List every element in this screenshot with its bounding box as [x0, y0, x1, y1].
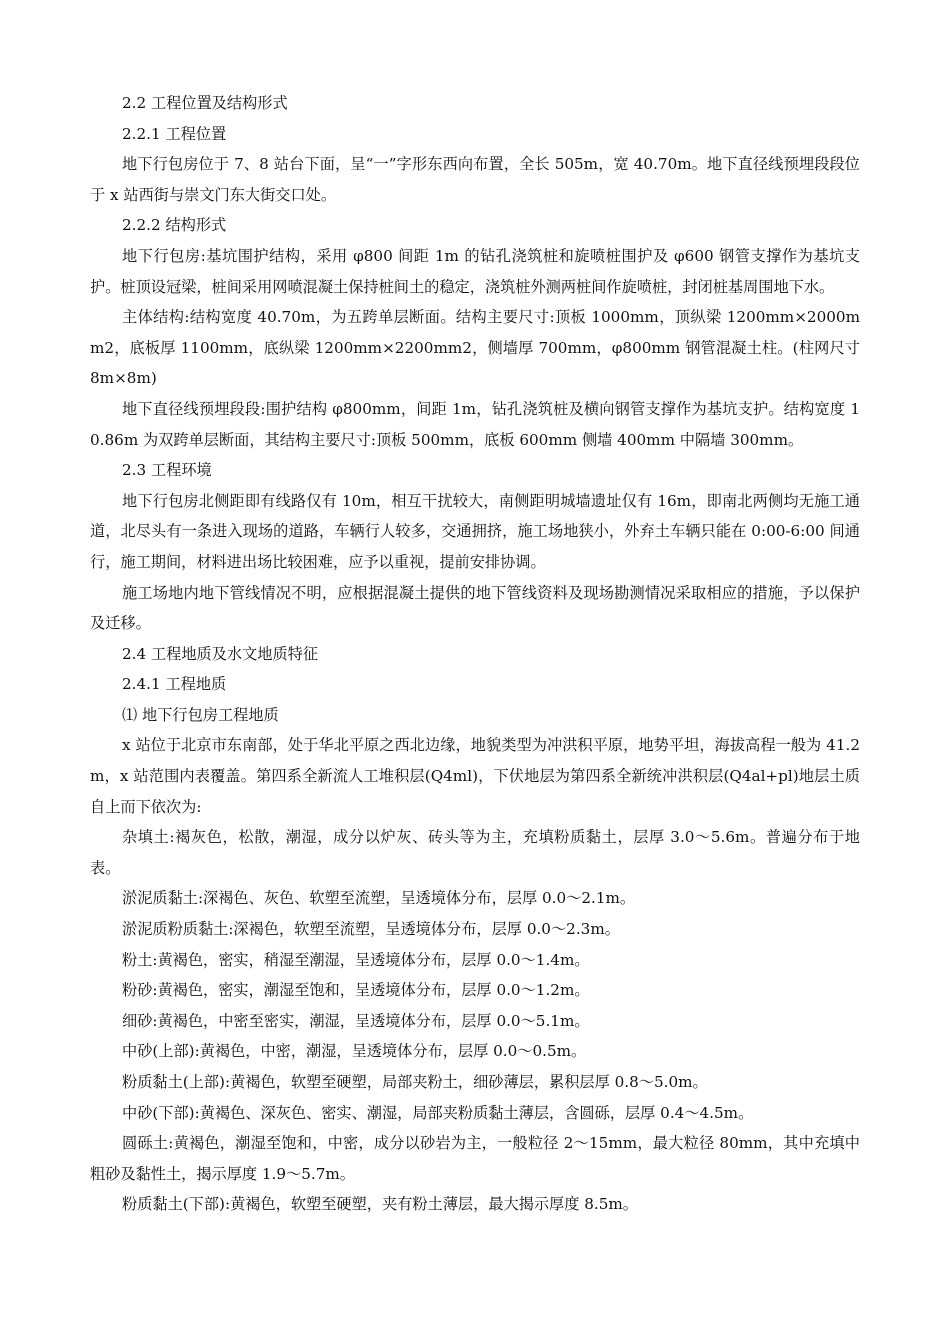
section-heading-2-2-1: 2.2.1 工程位置: [122, 124, 227, 143]
section-heading-2-4: 2.4 工程地质及水文地质特征: [122, 644, 319, 663]
paragraph-diameter-line: 地下直径线预埋段段:围护结构 φ800mm，间距 1m，钻孔浇筑桩及横向钢管支撑作为基坑支护。结构宽度 10.86m 为双跨单层断面，其结构主要尺寸:顶板 500mm，底板 600mm 侧墙 400mm 中隔墙 300mm。: [90, 399, 860, 449]
subsection-heading-geology: ⑴ 地下行包房工程地质: [122, 705, 279, 724]
paragraph-location: 地下行包房位于 7、8 站台下面，呈“一”字形东西向布置，全长 505m，宽 40.70m。地下直径线预埋段段位于 x 站西街与崇文门东大街交口处。: [90, 155, 860, 204]
paragraph-pipelines: 施工场地内地下管线情况不明，应根据混凝土提供的地下管线资料及现场勘测情况采取相应的措施，予以保护及迁移。: [90, 583, 860, 633]
paragraph-silt: 粉土:黄褐色，密实，稍湿至潮湿，呈透境体分布，层厚 0.0～1.4m。: [122, 950, 590, 969]
paragraph-silty-clay-upper: 粉质黏土(上部):黄褐色，软塑至硬塑，局部夹粉土，细砂薄层，累积层厚 0.8～5.0m。: [122, 1073, 708, 1091]
section-heading-2-4-1: 2.4.1 工程地质: [122, 675, 227, 694]
paragraph-fine-sand: 细砂:黄褐色，中密至密实，潮湿，呈透境体分布，层厚 0.0～5.1m。: [122, 1011, 590, 1030]
paragraph-environment: 地下行包房北侧距即有线路仅有 10m，相互干扰较大，南侧距明城墙遗址仅有 16m，即南北两侧均无施工通道，北尽头有一条进入现场的道路，车辆行人较多，交通拥挤，施工场地狭小，外弃土车辆只能在 0:00-6:00 间通行，施工期间，材料进出场比较困难，应予以重视，提前安排协调。: [90, 491, 860, 571]
document-page: [90, 88, 860, 1220]
paragraph-round-gravel: 圆砾土:黄褐色，潮湿至饱和，中密，成分以砂岩为主，一般粒径 2～15mm，最大粒径 80mm，其中充填中粗砂及黏性土，揭示厚度 1.9～5.7m。: [90, 1134, 860, 1183]
paragraph-pit-support: 地下行包房:基坑围护结构，采用 φ800 间距 1m 的钻孔浇筑桩和旋喷桩围护及 φ600 钢管支撑作为基坑支护。桩顶设冠梁，桩间采用网喷混凝土保持桩间土的稳定，浇筑桩外测两桩间作旋喷桩，封闭桩基周围地下水。: [90, 246, 860, 296]
paragraph-mucky-silty-clay: 淤泥质粉质黏土:深褐色，软塑至流塑，呈透境体分布，层厚 0.0～2.3m。: [122, 920, 620, 939]
paragraph-mucky-clay: 淤泥质黏土:深褐色、灰色、软塑至流塑，呈透境体分布，层厚 0.0～2.1m。: [122, 889, 636, 908]
section-heading-2-2-2: 2.2.2 结构形式: [122, 216, 227, 235]
section-heading-2-2: 2.2 工程位置及结构形式: [122, 94, 288, 112]
paragraph-medium-sand-lower: 中砂(下部):黄褐色、深灰色、密实、潮湿，局部夹粉质黏土薄层，含圆砾，层厚 0.4～4.5m。: [122, 1103, 754, 1122]
paragraph-main-structure: 主体结构:结构宽度 40.70m，为五跨单层断面。结构主要尺寸:顶板 1000mm，顶纵梁 1200mm×2000mm2，底板厚 1100mm，底纵梁 1200mm×2200mm2，侧墙厚 700mm，φ800mm 钢管混凝土柱。(柱网尺寸 8m×8m): [90, 308, 860, 388]
paragraph-silty-clay-lower: 粉质黏土(下部):黄褐色，软塑至硬塑，夹有粉土薄层，最大揭示厚度 8.5m。: [122, 1195, 638, 1214]
section-heading-2-3: 2.3 工程环境: [122, 461, 212, 480]
paragraph-silty-sand: 粉砂:黄褐色，密实，潮湿至饱和，呈透境体分布，层厚 0.0～1.2m。: [122, 981, 590, 1000]
paragraph-station-geology: x 站位于北京市东南部，处于华北平原之西北边缘，地貌类型为冲洪积平原，地势平坦，海拔高程一般为 41.2m，x 站范围内表覆盖。第四系全新流人工堆积层(Q4ml)，下伏地层为第四系全新统冲洪积层(Q4al+pl)地层土质自上而下依次为:: [90, 736, 860, 816]
paragraph-medium-sand-upper: 中砂(上部):黄褐色，中密，潮湿，呈透境体分布，层厚 0.0～0.5m。: [122, 1042, 587, 1061]
paragraph-fill-soil: 杂填土:褐灰色，松散，潮湿，成分以炉灰、砖头等为主，充填粉质黏土，层厚 3.0～5.6m。普遍分布于地表。: [90, 828, 860, 877]
